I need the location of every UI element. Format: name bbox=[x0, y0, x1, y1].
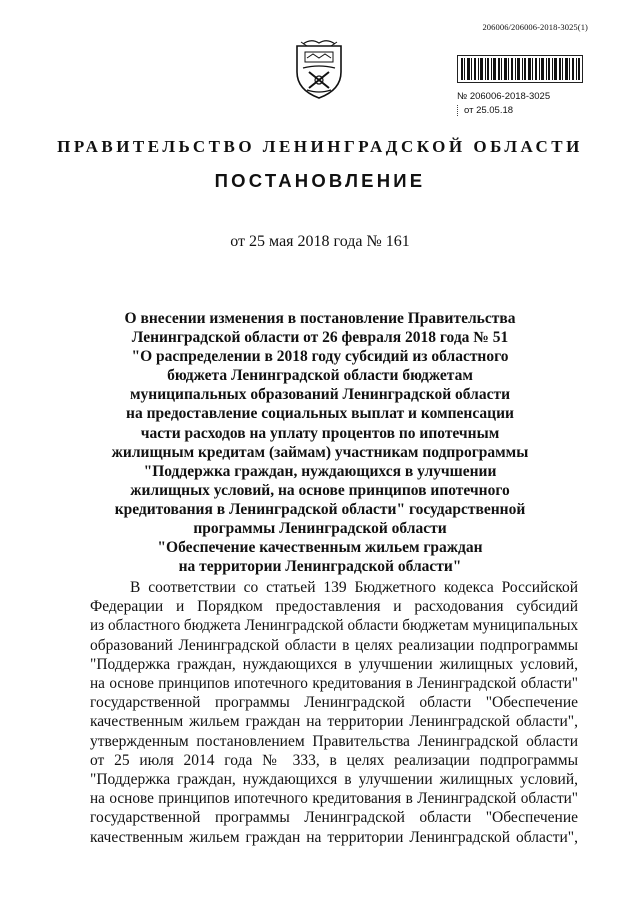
body-line: "Поддержка граждан, нуждающихся в улучшении жилищных условий, bbox=[90, 771, 578, 789]
body-line: на основе принципов ипотечного кредитования в Ленинградской области" bbox=[90, 675, 578, 693]
title-line: части расходов на уплату процентов по ипотечным bbox=[140, 424, 500, 442]
registration-code: 206006/206006-2018-3025(1) bbox=[482, 22, 588, 32]
body-line: В соответствии со статьей 139 Бюджетного кодекса Российской bbox=[130, 579, 578, 596]
title-line: бюджета Ленинградской области бюджетам bbox=[167, 367, 473, 385]
title-line: на предоставление социальных выплат и компенсации bbox=[126, 405, 514, 423]
body-line: государственной программы Ленинградской области "Обеспечение bbox=[90, 694, 578, 712]
body-paragraph bbox=[90, 578, 578, 847]
barcode-icon bbox=[457, 55, 583, 83]
body-line: образований Ленинградской области в целях реализации подпрограммы bbox=[90, 636, 578, 654]
document-type: ПОСТАНОВЛЕНИЕ bbox=[214, 170, 426, 191]
body-line: из областного бюджета Ленинградской области бюджетам муниципальных bbox=[90, 617, 579, 635]
title-line: О внесении изменения в постановление Правительства bbox=[124, 310, 516, 327]
decree-date-number: от 25 мая 2018 года № 161 bbox=[230, 233, 410, 250]
body-line: качественным жильем граждан на территории Ленинградской области", bbox=[90, 828, 578, 846]
government-heading: ПРАВИТЕЛЬСТВО ЛЕНИНГРАДСКОЙ ОБЛАСТИ bbox=[57, 137, 583, 156]
title-line: "Обеспечение качественным жильем граждан bbox=[157, 539, 483, 557]
title-line: жилищных условий, на основе принципов ипотечного bbox=[130, 481, 510, 499]
body-line: от 25 июля 2014 года № 333, в целях реализации подпрограммы bbox=[90, 751, 578, 769]
registration-block bbox=[457, 55, 587, 116]
body-line: утвержденным постановлением Правительства Ленинградской области bbox=[90, 732, 578, 750]
title-line: муниципальных образований Ленинградской области bbox=[129, 386, 511, 404]
body-line: Федерации и Порядком предоставления и расходования субсидий bbox=[90, 598, 578, 616]
title-line: "Поддержка граждан, нуждающихся в улучшении bbox=[143, 462, 497, 480]
body-line: качественным жильем граждан на территории Ленинградской области", bbox=[90, 713, 578, 731]
decree-title bbox=[90, 309, 550, 576]
coat-of-arms-icon bbox=[293, 38, 345, 100]
registration-number: № 206006-2018-3025 bbox=[457, 91, 551, 102]
title-line: на территории Ленинградской области" bbox=[178, 558, 462, 576]
title-line: программы Ленинградской области bbox=[193, 520, 447, 538]
body-line: на основе принципов ипотечного кредитования в Ленинградской области" bbox=[90, 790, 578, 808]
registration-date: от 25.05.18 bbox=[457, 105, 587, 116]
body-line: государственной программы Ленинградской области "Обеспечение bbox=[90, 809, 578, 827]
title-line: кредитования в Ленинградской области" государственной bbox=[114, 500, 526, 518]
title-line: Ленинградской области от 26 февраля 2018 года № 51 bbox=[131, 329, 509, 347]
title-line: жилищным кредитам (займам) участникам подпрограммы bbox=[111, 443, 529, 461]
body-line: "Поддержка граждан, нуждающихся в улучшении жилищных условий, bbox=[90, 655, 578, 673]
title-line: "О распределении в 2018 году субсидий из областного bbox=[131, 348, 509, 366]
